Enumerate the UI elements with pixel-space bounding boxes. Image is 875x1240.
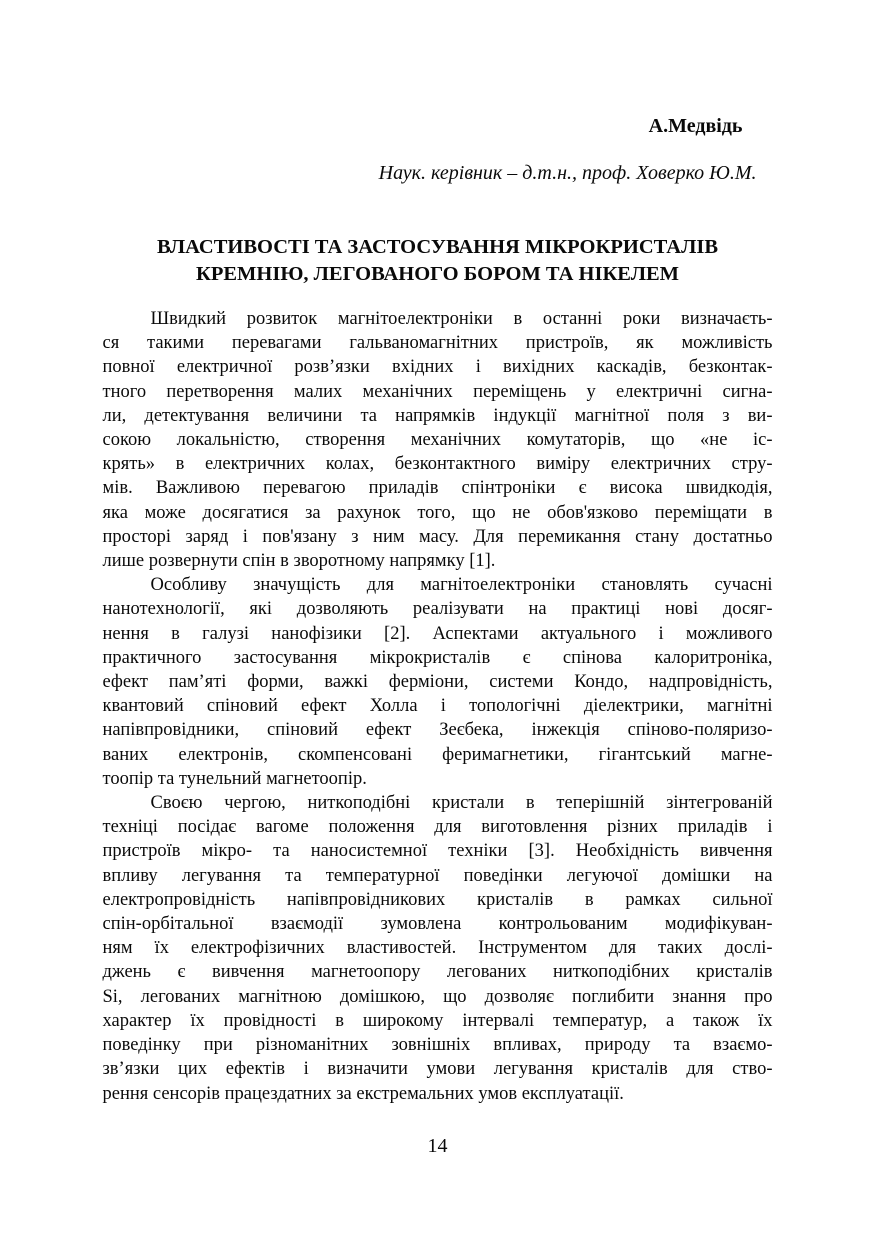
- paragraph: [103, 573, 773, 791]
- text-line: мів. Важливою перевагою приладів спінтроніки є висока швидкодія,: [102, 478, 773, 499]
- text-line: ваних електронів, скомпенсовані феримагнетики, гігантський магне-: [102, 744, 773, 765]
- title-line: ВЛАСТИВОСТІ ТА ЗАСТОСУВАННЯ МІКРОКРИСТАЛІВ: [156, 236, 719, 258]
- supervisor-line: Наук. керівник – д.т.н., проф. Ховерко Ю.М.: [378, 162, 757, 184]
- title-line: КРЕМНІЮ, ЛЕГОВАНОГО БОРОМ ТА НІКЕЛЕМ: [195, 263, 680, 285]
- abstract-body: [103, 307, 773, 1106]
- text-line: Si, легованих магнітною домішкою, що дозволяє поглибити знання про: [102, 986, 773, 1007]
- text-line: характер їх провідності в широкому інтервалі температур, а також їх: [102, 1010, 773, 1031]
- text-line: сокою локальністю, створення механічних комутаторів, що «не іс-: [102, 430, 773, 451]
- text-line: напівпровідники, спіновий ефект Зеєбека, інжекція спіново-поляризо-: [102, 720, 773, 741]
- text-line: електропровідність напівпровідникових кристалів в рамках сильної: [102, 889, 773, 910]
- text-line: впливу легування та температурної поведінки легуючої домішки на: [102, 865, 773, 886]
- text-line: зв’язки цих ефектів і визначити умови легування кристалів для ство-: [102, 1059, 773, 1080]
- text-line: практичного застосування мікрокристалів є спінова калоритроніка,: [102, 647, 773, 668]
- text-line: нення в галузі нанофізики [2]. Аспектами актуального і можливого: [102, 623, 773, 644]
- text-line: спін-орбітальної взаємодії зумовлена контрольованим модифікуван-: [102, 914, 773, 935]
- text-line: тного перетворення малих механічних переміщень у електричні сигна-: [102, 381, 773, 402]
- text-line: яка може досягатися за рахунок того, що не обов'язково переміщати в: [102, 502, 773, 523]
- text-line: Особливу значущість для магнітоелектроніки становлять сучасні: [150, 575, 773, 596]
- text-line: Своєю чергою, ниткоподібні кристали в теперішній зінтегрованій: [150, 793, 773, 814]
- text-line: пристроїв мікро- та наносистемної техніки [3]. Необхідність вивчення: [102, 841, 773, 862]
- text-line: техніці посідає вагоме положення для виготовлення різних приладів і: [102, 817, 773, 838]
- page-number: 14: [427, 1135, 448, 1157]
- text-line: квантовий спіновий ефект Холла і топологічні діелектрики, магнітні: [102, 696, 773, 717]
- text-line: ся такими перевагами гальваномагнітних пристроїв, як можливість: [102, 333, 773, 354]
- text-line: лише розвернути спін в зворотному напрямку [1].: [102, 551, 496, 572]
- text-line: Швидкий розвиток магнітоелектроніки в останні роки визначаєть-: [150, 309, 773, 329]
- author-name: А.Медвідь: [648, 115, 743, 137]
- text-line: ням їх електрофізичних властивостей. Інструментом для таких дослі-: [102, 938, 773, 959]
- text-line: нанотехнології, які дозволяють реалізувати на практиці нові досяг-: [102, 599, 773, 620]
- text-line: тоопір та тунельний магнетоопір.: [102, 768, 367, 789]
- text-line: рення сенсорів працездатних за екстремальних умов експлуатації.: [102, 1083, 624, 1104]
- text-column: [103, 114, 773, 1106]
- text-line: джень є вивчення магнетоопору легованих ниткоподібних кристалів: [102, 962, 773, 983]
- text-line: ли, детектування величини та напрямків індукції магнітної поля з ви-: [102, 405, 773, 426]
- text-line: ефект пам’яті форми, важкі ферміони, системи Кондо, надпровідність,: [102, 672, 773, 693]
- paragraph: [103, 791, 773, 1106]
- paper-title: [103, 234, 773, 288]
- text-line: повної електричної розв’язки вхідних і вихідних каскадів, безконтак-: [102, 357, 773, 378]
- paragraph: [103, 307, 773, 573]
- text-line: просторі заряд і пов'язану з ним масу. Для перемикання стану достатньо: [102, 526, 773, 547]
- text-line: поведінку при різноманітних зовнішніх впливах, природу та взаємо-: [102, 1035, 773, 1056]
- text-line: крять» в електричних колах, безконтактного виміру електричних стру-: [102, 454, 773, 475]
